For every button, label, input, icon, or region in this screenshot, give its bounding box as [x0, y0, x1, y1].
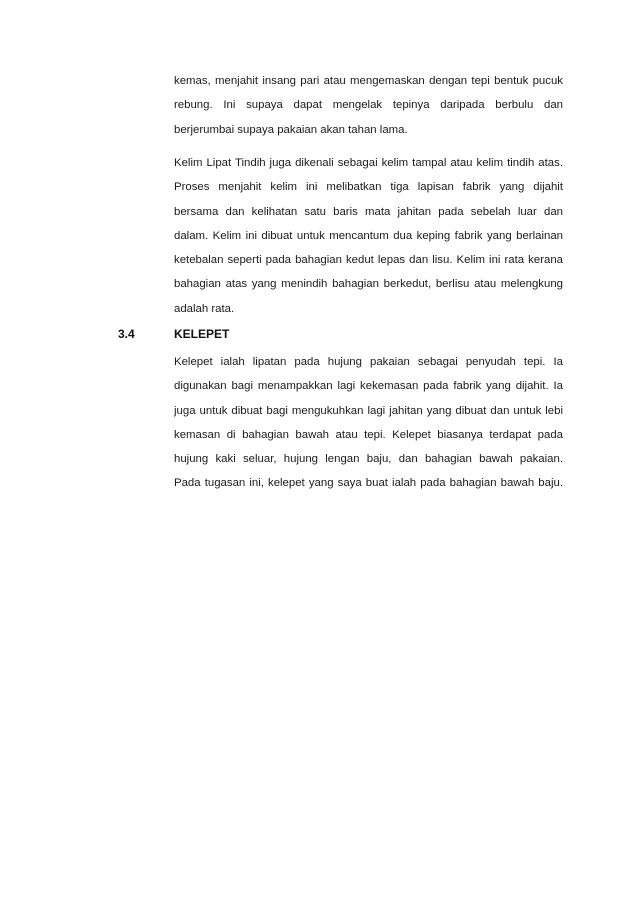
- text-line: berjerumbai supaya pakaian akan tahan lama.: [174, 123, 408, 136]
- paragraph-kelim-continuation: [174, 69, 563, 142]
- text-line: ketebalan seperti pada bahagian kedut lepas dan lisu. Kelim ini rata kerana: [174, 254, 563, 267]
- text-line: kemasan di bahagian bawah atau tepi. Kelepet biasanya terdapat pada: [174, 428, 563, 441]
- text-line: bersama dan kelihatan satu baris mata jahitan pada sebelah luar dan: [174, 205, 563, 218]
- paragraph-kelim-lipat-tindih: [174, 151, 563, 321]
- text-line: Proses menjahit kelim ini melibatkan tiga lapisan fabrik yang dijahit: [174, 181, 563, 194]
- text-line: bahagian atas yang menindih bahagian berkedut, berlisu atau melengkung: [174, 278, 563, 291]
- text-line: kemas, menjahit insang pari atau mengemaskan dengan tepi bentuk pucuk: [174, 75, 563, 87]
- text-line: adalah rata.: [174, 302, 235, 315]
- text-line: digunakan bagi menampakkan lagi kekemasan pada fabrik yang dijahit. Ia: [174, 380, 563, 393]
- text-line: hujung kaki seluar, hujung lengan baju, dan bahagian bawah pakaian.: [174, 453, 563, 466]
- text-line: juga untuk dibuat bagi mengukuhkan lagi jahitan yang dibuat dan untuk lebi: [174, 404, 563, 417]
- text-line: Pada tugasan ini, kelepet yang saya buat ialah pada bahagian bawah baju.: [174, 477, 563, 490]
- text-line: rebung. Ini supaya dapat mengelak tepinya daripada berbulu dan: [174, 99, 563, 112]
- text-line: Kelepet ialah lipatan pada hujung pakaian sebagai penyudah tepi. Ia: [174, 356, 563, 368]
- section-number: 3.4: [118, 327, 135, 341]
- paragraph-kelepet: [174, 350, 563, 496]
- text-line: Kelim Lipat Tindih juga dikenali sebagai kelim tampal atau kelim tindih atas.: [174, 157, 563, 169]
- text-line: dalam. Kelim ini dibuat untuk mencantum dua keping fabrik yang berlainan: [174, 229, 563, 242]
- section-heading: KELEPET: [174, 327, 230, 341]
